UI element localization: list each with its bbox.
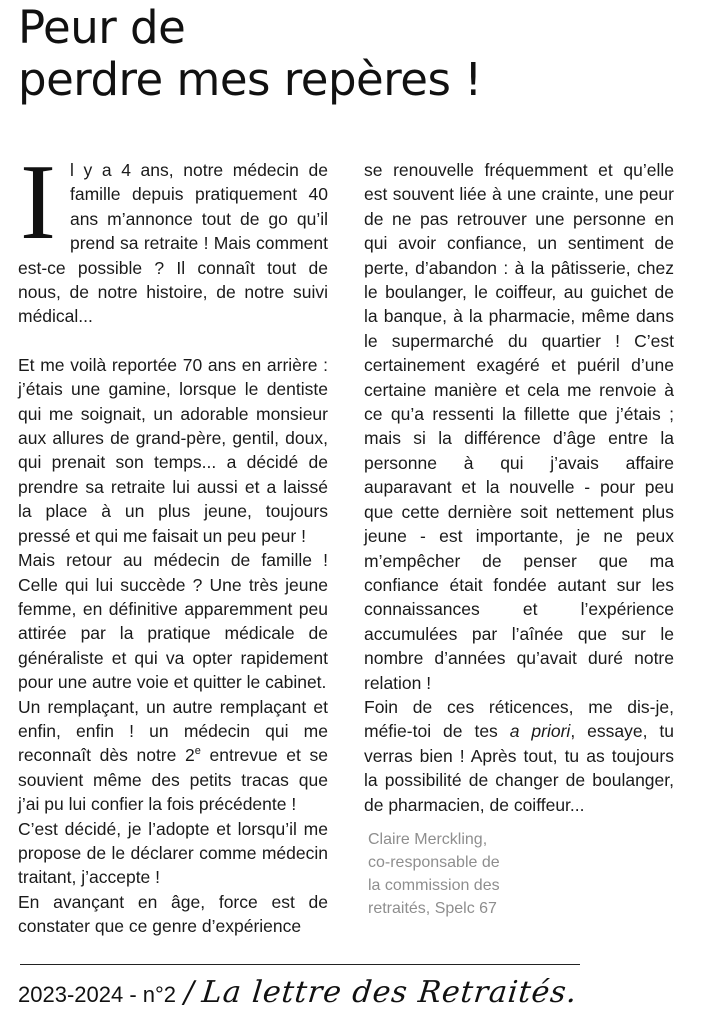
signature-line: la commission des: [368, 877, 500, 894]
superscript: e: [194, 745, 201, 758]
signature-line: retraités, Spelc 67: [368, 900, 497, 917]
paragraph: Et me voilà reportée 70 ans en arrière : j’étais une gamine, lorsque le dentiste qui me soignait, un adorable monsieur aux allures de grand-père, gentil, doux, qui prenait son temps... a décidé de prendre sa retraite lui aussi et a laissé la place à un plus jeune, toujours pressé et qui me faisait un peu peur !: [18, 354, 328, 546]
paragraph: [18, 695, 328, 817]
issue-number: 2023-2024 - n°2: [18, 982, 177, 1007]
page-footer: [18, 975, 580, 1010]
paragraph-text: Foin de ces réticences, me dis-je, méfie-toi de tes: [364, 696, 674, 742]
paragraph: En avançant en âge, force est de constater que ce genre d’expérience: [18, 891, 328, 937]
article-column-left: [18, 143, 328, 939]
author-signature: [368, 828, 500, 920]
paragraph-text: , essaye, tu verras bien ! Après tout, tu as toujours la possibilité de changer de boulanger, de pharmacien, de coiffeur...: [364, 721, 674, 815]
paragraph: [18, 143, 328, 329]
footer-slash: /: [184, 975, 195, 1010]
paragraph: Mais retour au médecin de famille ! Celle qui lui succède ? Une très jeune femme, en définitive apparemment peu attirée par la pratique médicale de généraliste et qui va opter rapidement pour une autre voie et quitter le cabinet.: [18, 550, 328, 693]
article-title-line-1: Peur de: [18, 1, 186, 54]
paragraph: se renouvelle fréquemment et qu’elle est souvent liée à une crainte, une peur de ne pas retrouver une personne en qui avoir confiance, un sentiment de perte, d’abandon : à la pâtisserie, chez le boulanger, le coiffeur, au guichet de la banque, à la pharmacie, même dans le supermarché du quartier ! C’est certainement exagéré et puéril d’une certaine manière et cela me renvoie à ce qu’a ressenti la fillette que j’étais ; mais si la différence d’âge entre la personne à qui j’avais affaire auparavant et la nouvelle - pour peu que cette dernière soit nettement plus jeune - est importante, je ne peux m’empêcher de penser que ma confiance était fondée autant sur les connaissances et l’expérience accumulées par l’aînée que sur le nombre d’années qu’avait duré notre relation !: [364, 160, 674, 693]
paragraph-text: Un remplaçant, un autre remplaçant et enfin, enfin ! un médecin qui me reconnaît dès notre 2: [18, 696, 328, 766]
footer-divider: [20, 964, 580, 965]
article-column-right: [364, 158, 674, 817]
signature-line: Claire Merckling,: [368, 831, 488, 848]
paragraph-text: entrevue et se souvient même des petits tracas que j’ai pu lui confier la fois précédente !: [18, 745, 328, 815]
paragraph: C’est décidé, je l’adopte et lorsqu’il me propose de le déclarer comme médecin traitant, j’accepte !: [18, 818, 328, 888]
drop-cap: I: [20, 143, 56, 262]
article-title-line-2: perdre mes repères !: [18, 53, 482, 106]
article-title: [18, 2, 678, 106]
paragraph: [364, 695, 674, 817]
signature-line: co-responsable de: [368, 854, 500, 871]
publication-logo: La lettre des Retraités.: [200, 975, 580, 1010]
italic-term: a priori: [509, 721, 571, 742]
paragraph-text: l y a 4 ans, notre médecin de famille depuis pratiquement 40 ans m’annonce tout de go qu’il prend sa retraite ! Mais comment est-ce possible ? Il connaît tout de nous, de notre histoire, de notre suivi médical...: [18, 160, 328, 327]
